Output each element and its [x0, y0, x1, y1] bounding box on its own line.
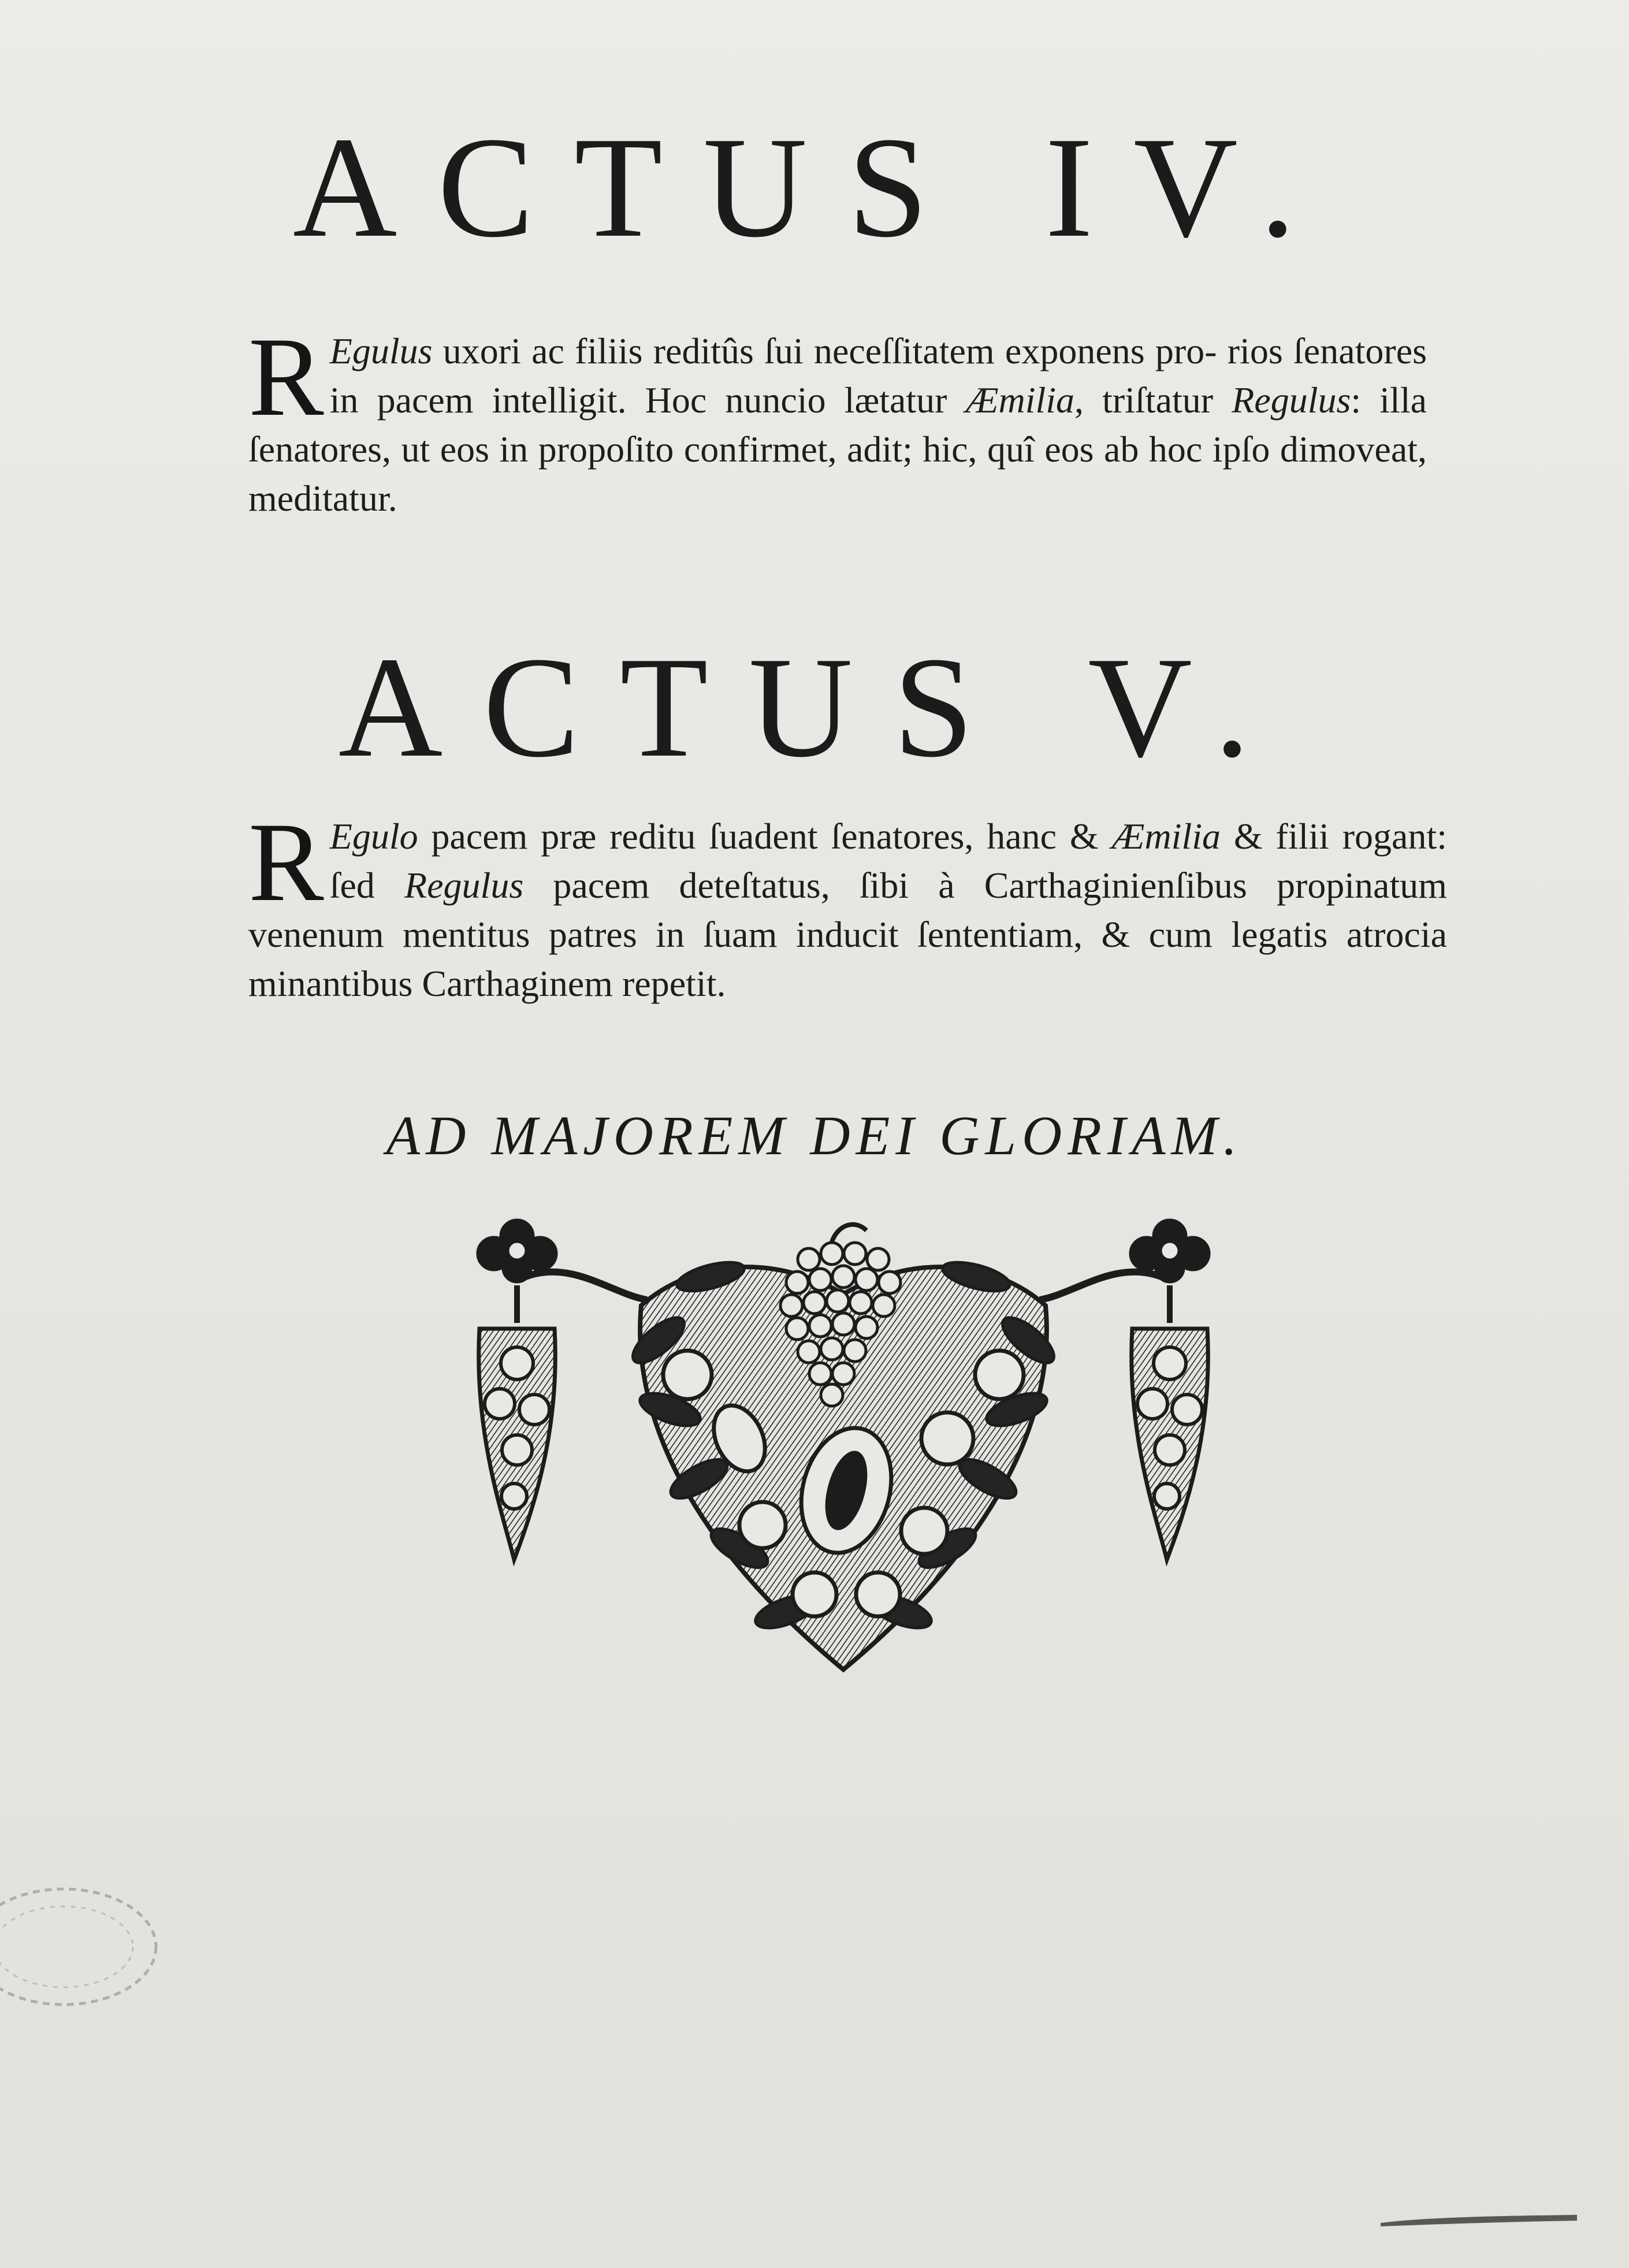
- act-4-drop-cap: R: [248, 314, 324, 440]
- library-stamp: [0, 1872, 168, 2022]
- act-5-text-segment: & filii rogant: ſed: [329, 816, 1448, 906]
- act-5-argument: [248, 800, 1448, 1008]
- act-5-text-segment: pacem præ reditu ſuadent ſenatores, hanc &: [418, 816, 1112, 857]
- act-4-title: ACTUS IV.: [292, 107, 1337, 267]
- act-5-text-segment: Æmilia: [1111, 816, 1221, 857]
- act-4-text-segment: Æmilia: [965, 380, 1075, 421]
- ink-streak: [1381, 2213, 1577, 2230]
- act-5-text-segment: Regulus: [404, 865, 524, 906]
- act-4-text-segment: Regulus: [1232, 380, 1351, 421]
- act-5-text-segment: pacem deteſtatus, ſibi à Carthaginienſibus propinatum venenum mentitus patres in ſuam inducit ſententiam, & cum legatis atrocia minantibus Carthaginem repetit.: [248, 865, 1448, 1004]
- act-4-text-segment: Egulus: [329, 330, 433, 371]
- act-4-text-segment: : illa ſenatores, ut eos in propoſito confirmet, adit; hic, quî eos ab hoc ipſo dimoveat, meditatur.: [248, 380, 1427, 519]
- act-4-text-segment: , triſtatur: [1074, 380, 1232, 421]
- act-4-argument: [248, 314, 1427, 523]
- motto: AD MAJOREM DEI GLORIAM.: [386, 1105, 1243, 1166]
- act-5-drop-cap: R: [248, 800, 324, 925]
- act-5-text-segment: Egulo: [329, 816, 418, 857]
- act-4-text-segment: uxori ac filiis reditûs ſui neceſſitatem exponens pro- rios ſenatores in pacem intelligit. Hoc nuncio lætatur: [329, 330, 1427, 421]
- fruit-garland-ornament: [439, 1190, 1248, 1710]
- act-5-title: ACTUS V.: [338, 627, 1291, 787]
